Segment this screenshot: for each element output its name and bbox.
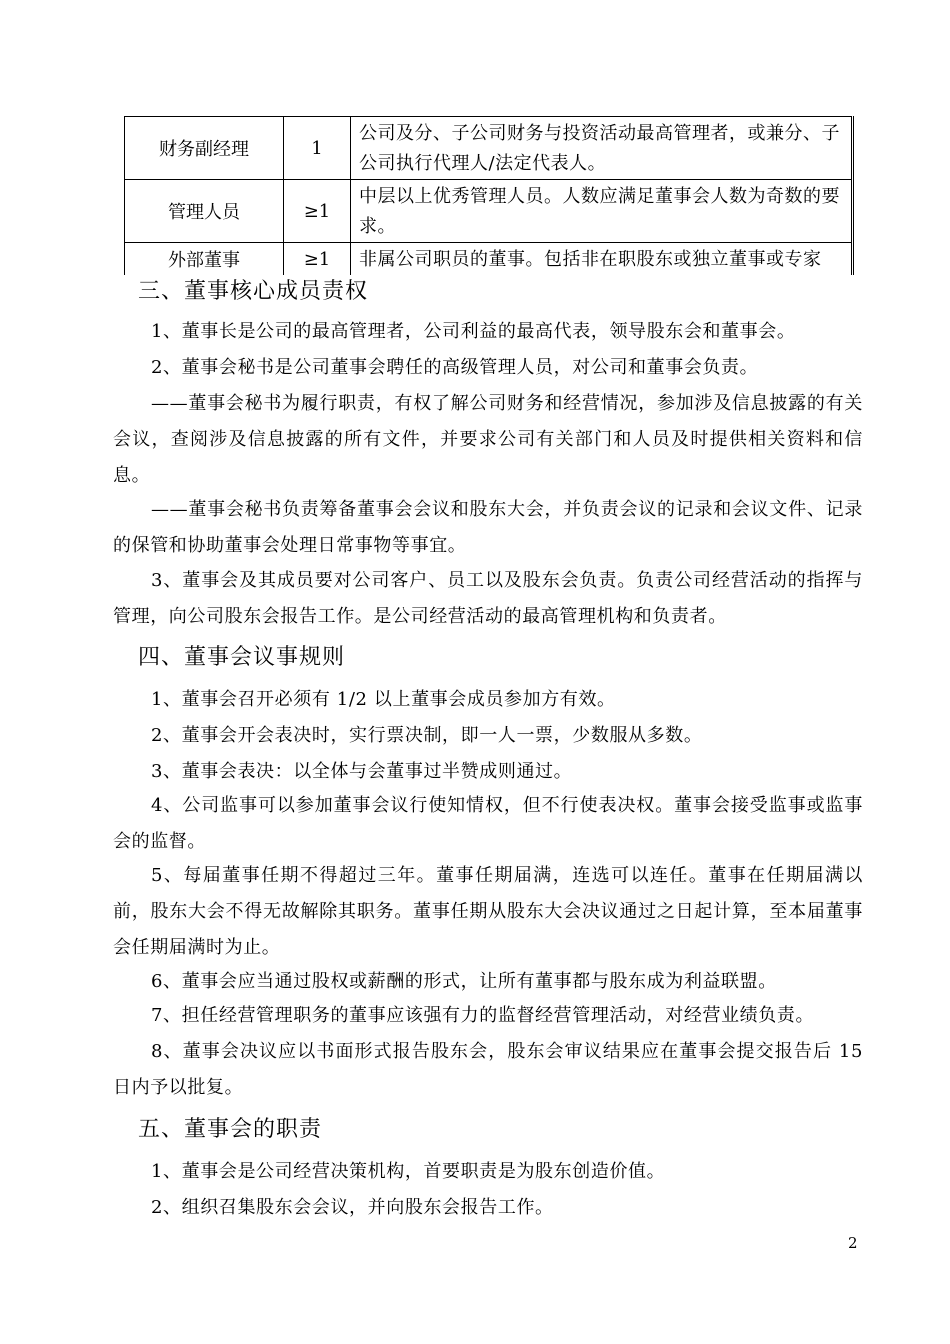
section-heading: 四、董事会议事规则 [138,645,346,670]
description-cell: 中层以上优秀管理人员。人数应满足董事会人数为奇数的要求。 [351,180,853,243]
count-cell: ≥1 [284,180,351,243]
paragraph: 5、每届董事任期不得超过三年。董事任期届满，连选可以连任。董事在任期届满以前，股东大会不得无故解除其职务。董事任期从股东大会决议通过之日起计算，至本届董事会任期届满时为止。 [113,865,863,958]
section-heading: 五、董事会的职责 [138,1117,323,1142]
page-number: 2 [848,1234,858,1252]
section-heading: 三、董事核心成员责权 [138,279,369,304]
paragraph: 3、董事会表决：以全体与会董事过半赞成则通过。 [151,761,573,782]
paragraph: 8、董事会决议应以书面形式报告股东会，股东会审议结果应在董事会提交报告后 15 日内予以批复。 [113,1041,863,1098]
board-roles-table [124,116,854,275]
paragraph: 4、公司监事可以参加董事会议行使知情权，但不行使表决权。董事会接受监事或监事会的监督。 [113,795,863,852]
paragraph: 1、董事会召开必须有 1/2 以上董事会成员参加方有效。 [151,689,616,710]
description-cell: 非属公司职员的董事。包括非在职股东或独立董事或专家 [351,243,853,276]
table-row [125,117,853,180]
paragraph: 3、董事会及其成员要对公司客户、员工以及股东会负责。负责公司经营活动的指挥与管理，向公司股东会报告工作。是公司经营活动的最高管理机构和负责者。 [113,570,863,627]
table-row [125,243,853,276]
paragraph: 1、董事长是公司的最高管理者，公司利益的最高代表，领导股东会和董事会。 [151,321,796,342]
paragraph: 7、担任经营管理职务的董事应该强有力的监督经营管理活动，对经营业绩负责。 [151,1005,815,1026]
count-cell: 1 [284,117,351,180]
paragraph: ——董事会秘书负责筹备董事会会议和股东大会，并负责会议的记录和会议文件、记录的保管和协助董事会处理日常事物等事宜。 [113,499,863,556]
paragraph: 2、董事会开会表决时，实行票决制，即一人一票，少数服从多数。 [151,725,703,746]
paragraph: 2、董事会秘书是公司董事会聘任的高级管理人员，对公司和董事会负责。 [151,357,759,378]
role-cell: 管理人员 [125,180,284,243]
paragraph: 6、董事会应当通过股权或薪酬的形式，让所有董事都与股东成为利益联盟。 [151,971,777,992]
table-row [125,180,853,243]
paragraph: 2、组织召集股东会会议，并向股东会报告工作。 [151,1197,554,1218]
description-cell: 公司及分、子公司财务与投资活动最高管理者，或兼分、子公司执行代理人/法定代表人。 [351,117,853,180]
role-cell: 外部董事 [125,243,284,276]
paragraph: ——董事会秘书为履行职责，有权了解公司财务和经营情况，参加涉及信息披露的有关会议，查阅涉及信息披露的所有文件，并要求公司有关部门和人员及时提供相关资料和信息。 [113,393,863,486]
role-cell: 财务副经理 [125,117,284,180]
paragraph: 1、董事会是公司经营决策机构，首要职责是为股东创造价值。 [151,1161,666,1182]
count-cell: ≥1 [284,243,351,276]
